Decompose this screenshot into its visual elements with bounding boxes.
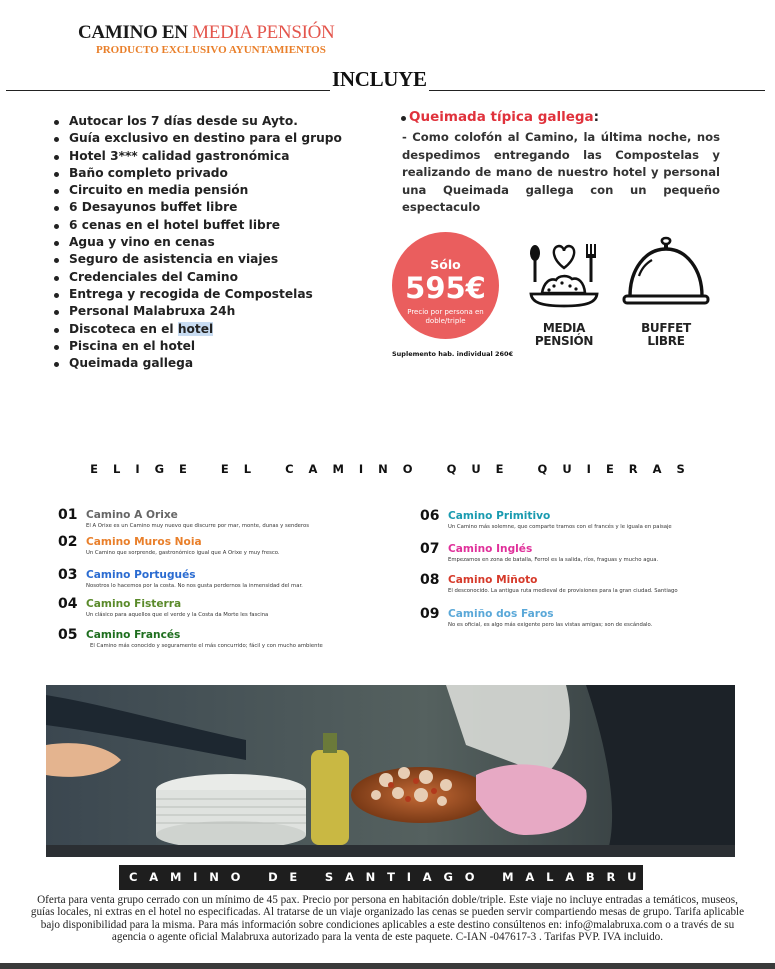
queimada-heading [409,109,599,125]
camino-number: 01 [58,507,78,523]
camino-name: Camino Miñoto [448,574,538,586]
list-item: Seguro de asistencia en viajes [52,251,342,268]
supplement-note: Suplemento hab. individual 260€ [392,350,514,358]
discoteca-text: Discoteca en el [69,321,178,336]
highlighted-word: hotel [177,321,214,336]
camino-number: 03 [58,567,78,583]
list-item: Entrega y recogida de Compostelas [52,286,342,303]
page-subtitle: PRODUCTO EXCLUSIVO AYUNTAMIENTOS [96,44,326,56]
camino-name: Camino Fisterra [86,598,182,610]
includes-list [52,113,342,372]
camino-description: Nosotros lo hacemos por la costa. No nos gusta perdernos la inmensidad del mar. [86,583,303,589]
camino-name: Camino Muros Noia [86,536,202,548]
queimada-title: Queimada típica gallega [409,109,594,125]
bottom-bar [0,963,775,969]
list-item [52,321,342,338]
camino-name: Camino Francés [86,629,181,641]
title-part1: CAMINO EN [78,22,188,43]
list-item: Credenciales del Camino [52,269,342,286]
price-value: 595€ [405,271,486,305]
camino-description: El A Orixe es un Camino muy nuevo que discurre por mar, monte, dunas y senderos [86,523,309,529]
media-pension-icon [526,238,602,310]
list-item: Baño completo privado [52,165,342,182]
incluye-heading: INCLUYE [332,67,427,91]
camino-description: Un Camino que sorprende, gastronómico igual que A Orixe y muy fresco. [86,550,280,556]
list-item: Autocar los 7 días desde su Ayto. [52,113,342,130]
camino-description: El Camino más conocido y seguramente el más concurrido; fácil y con mucho ambiente [90,643,323,649]
list-item: Hotel 3*** calidad gastronómica [52,148,342,165]
title-part2: MEDIA PENSIÓN [192,22,335,43]
camino-description: Un Camino más solemne, que comparte tramos con el francés y le iguala en paisaje [448,524,672,530]
camino-number: 02 [58,534,78,550]
list-item: Personal Malabruxa 24h [52,303,342,320]
list-item: Queimada gallega [52,355,342,372]
camino-banner: CAMINO DE SANTIAGO MALABRUXA [119,865,643,890]
camino-description: Empezamos en zona de batalla, Ferrol es la salida, ríos, fraguas y mucho agua. [448,557,659,563]
media-pension-label [530,322,598,348]
camino-number: 09 [420,606,440,622]
price-badge [392,232,499,339]
camino-name: Camino Portugués [86,569,196,581]
camino-number: 04 [58,596,78,612]
list-item: Agua y vino en cenas [52,234,342,251]
camino-description: El desconocido. La antigua ruta medieval de provisiones para la gran ciudad. Santiago [448,588,678,594]
buffet-label-line2: LIBRE [647,334,685,348]
camino-number: 07 [420,541,440,557]
list-item: 6 cenas en el hotel buffet libre [52,217,342,234]
camino-description: Un clásico para aquellos que el verde y la Costa da Morte les fascina [86,612,269,618]
list-item: Piscina en el hotel [52,338,342,355]
camino-description: No es oficial, es algo más exigente pero las vistas amigas; son de escándalo. [448,622,653,628]
queimada-description: - Como colofón al Camino, la última noche, nos despedimos entregando las Compostelas y realizando de mano de nuestro hotel y personal una Queimada gallega con un pequeño espectaculo [402,130,720,214]
camino-number: 05 [58,627,78,643]
caminos-heading: ELIGE EL CAMINO QUE QUIERAS [90,462,700,476]
list-item: 6 Desayunos buffet libre [52,199,342,216]
buffet-label [630,322,702,348]
camino-name: Camiño dos Faros [448,608,554,620]
cloche-icon [620,236,712,310]
price-solo-label: Sólo [430,257,461,272]
media-pension-label-line1: MEDIA [542,321,586,335]
list-item: Circuito en media pensión [52,182,342,199]
food-photo [46,685,735,857]
queimada-colon: : [593,109,600,125]
footer-terms: Oferta para venta grupo cerrado con un mínimo de 45 pax. Precio por persona en habitación doble/triple. Este viaje no incluye entradas a temáticos, museos, guías locales, ni extras en el hotel no especificadas. Al tratarse de un viaje organizado las cenas se pueden servir compartiendo mesas de grupo. Tarifa aplicable bajo disponibilidad para la misma. Para más información sobre condiciones aplicables a este destino consúltenos en: info@malabruxa.com o a través de su agencia o agente oficial Malabruxa autorizado para la venta de este paquete. C-IAN -047617-3 . Tarifas PVP. IVA incluido. [30,894,745,944]
media-pension-label-line2: PENSIÓN [534,334,594,348]
price-note: Precio por persona en doble/triple [407,308,484,325]
page-title [78,22,334,44]
camino-name: Camino Inglés [448,543,533,555]
buffet-label-line1: BUFFET [641,321,691,335]
camino-name: Camino A Orixe [86,509,178,521]
camino-number: 08 [420,572,440,588]
camino-number: 06 [420,508,440,524]
camino-name: Camino Primitivo [448,510,551,522]
list-item: Guía exclusivo en destino para el grupo [52,130,342,147]
